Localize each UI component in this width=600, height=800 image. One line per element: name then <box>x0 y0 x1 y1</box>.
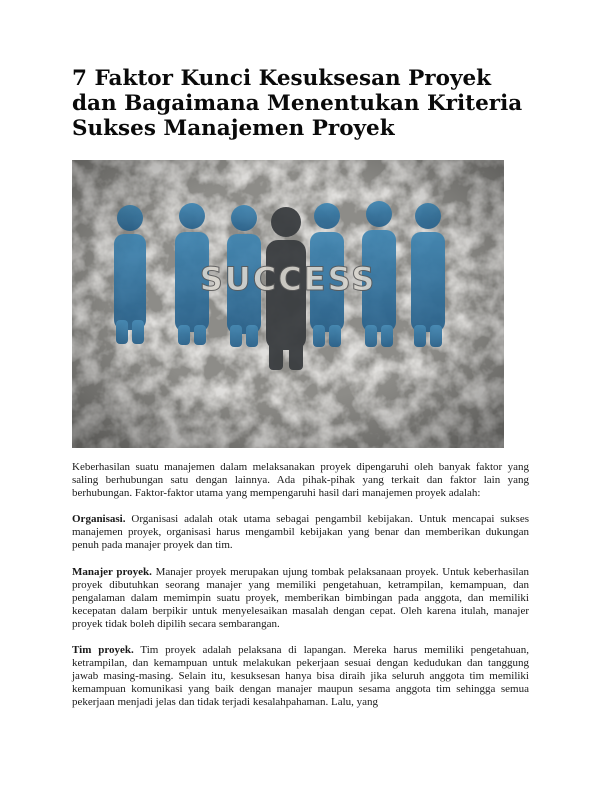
paragraph-lead-tim-proyek: Tim proyek. <box>72 644 134 657</box>
paragraph-text-tim-proyek: Tim proyek adalah pelaksana di lapangan. Mereka harus memiliki pengetahuan, ketrampilan, dan kemampuan untuk melakukan pekerjaan sesuai dengan kedudukan dan tanggung jawab masing-masing. Selain itu, kesuksesan hanya bisa diraih jika seluruh anggota tim memiliki kemampuan komunikasi yang baik dengan manajer maupun sesama anggota tim sehingga semua pekerjaan menjadi jelas dan tidak terjadi kesalahpahaman. Lalu, yang <box>72 644 529 709</box>
page-title: 7 Faktor Kunci Kesuksesan Proyek dan Bagaimana Menentukan Kriteria Sukses Manajemen Proyek <box>72 66 523 141</box>
paragraph-text-organisasi: Organisasi adalah otak utama sebagai pengambil kebijakan. Untuk mencapai sukses manajemen proyek, organisasi harus mengambil kebijakan yang benar dan memberikan dukungan penuh pada manajer proyek dan tim. <box>72 513 529 552</box>
paragraph-lead-organisasi: Organisasi. <box>72 513 126 526</box>
paragraph-manajer-proyek <box>72 566 529 631</box>
intro-text: Keberhasilan suatu manajemen dalam melaksanakan proyek dipengaruhi oleh banyak faktor yang saling berhubungan satu dengan lainnya. Ada pihak-pihak yang terkait dan faktor lain yang berhubungan. Faktor-faktor utama yang mempengaruhi hasil dari manajemen proyek adalah: <box>72 461 529 500</box>
paragraph-text-manajer-proyek: Manajer proyek merupakan ujung tombak pelaksanaan proyek. Untuk keberhasilan proyek dibutuhkan seorang manajer yang memiliki pengetahuan, ketrampilan, kemampuan, dan pengalaman dalam memimpin suatu proyek, memberikan bimbingan pada anggota, dan memiliki kecepatan dalam berpikir untuk menyelesaikan masalah dengan cepat. Oleh karena itulah, manajer proyek tidak boleh dipilih secara sembarangan. <box>72 565 529 630</box>
success-team-image <box>72 160 504 448</box>
paragraph-organisasi <box>72 513 529 552</box>
success-illustration <box>72 160 504 448</box>
intro-paragraph <box>72 461 529 500</box>
paragraph-lead-manajer-proyek: Manajer proyek. <box>72 565 152 578</box>
paragraph-tim-proyek <box>72 644 529 709</box>
article-body <box>72 461 529 723</box>
